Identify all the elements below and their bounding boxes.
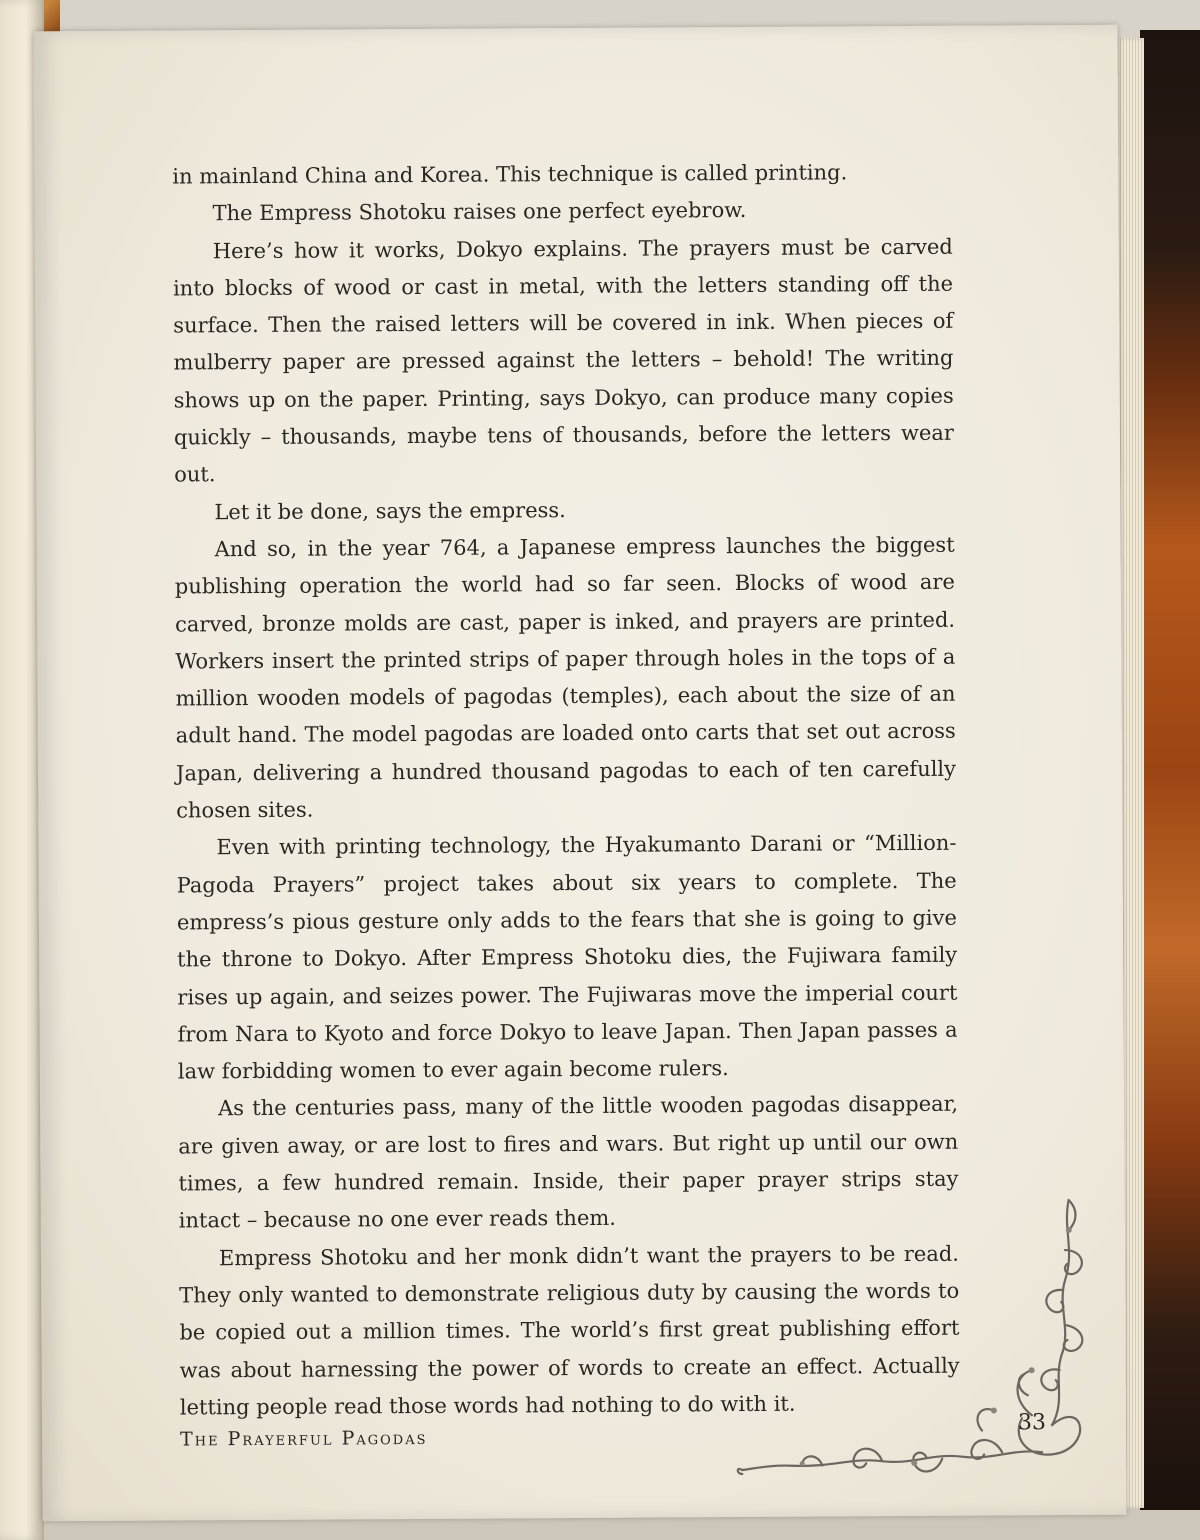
page-number: 33 [1017, 1410, 1047, 1436]
book-page [33, 25, 1126, 1522]
paragraph: And so, in the year 764, a Japanese empress launches the biggest publishing operation the world had so far seen. Blocks of wood are carved, bronze molds are cast, paper is inked, and prayers are printed. Workers insert the printed strips of paper through holes in the tops of a million wooden models of pagodas (temples), each about the size of an adult hand. The model pagodas are loaded onto carts that set out across Japan, delivering a hundred thousand pagodas to each of ten carefully chosen sites. [174, 532, 957, 823]
paragraph: in mainland China and Korea. This technique is called printing. [172, 160, 848, 189]
paragraph: Here’s how it works, Dokyo explains. The prayers must be carved into blocks of wood or cast in metal, with the letters standing off the surface. Then the raised letters will be covered in ink. When pieces of mulberry paper are pressed against the letters – behold! The writing shows up on the paper. Printing, says Dokyo, can produce many copies quickly – thousands, maybe tens of thousands, before the letters wear out. [172, 234, 955, 487]
paragraph: As the centuries pass, many of the little wooden pagodas disappear, are given away, or are lost to fires and wars. But right up until our own times, a few hundred remain. Inside, their paper prayer strips stay intact – because no one ever reads them. [178, 1092, 959, 1233]
paragraph: Empress Shotoku and her monk didn’t want the prayers to be read. They only wanted to demonstrate religious duty by causing the words to be copied out a million times. The world’s first great publishing effort was about harnessing the power of words to create an effect. Actually letting people read those words had nothing to do with it. [179, 1241, 960, 1420]
paragraph: Let it be done, says the empress. [214, 497, 566, 524]
paragraph: Even with printing technology, the Hyakumanto Darani or “Million-Pagoda Prayers” project takes about six years to complete. The empress’s pious gesture only adds to the fears that she is going to give the throne to Dokyo. After Empress Shotoku dies, the Fujiwara family rises up again, and seizes power. The Fujiwaras move the imperial court from Nara to Kyoto and force Dokyo to leave Japan. Then Japan passes a law forbidding women to ever again become rulers. [176, 831, 958, 1084]
book-cover-edge [1140, 30, 1200, 1510]
paragraph: The Empress Shotoku raises one perfect eyebrow. [212, 198, 747, 226]
running-title: The Prayerful Pagodas [179, 1426, 428, 1451]
